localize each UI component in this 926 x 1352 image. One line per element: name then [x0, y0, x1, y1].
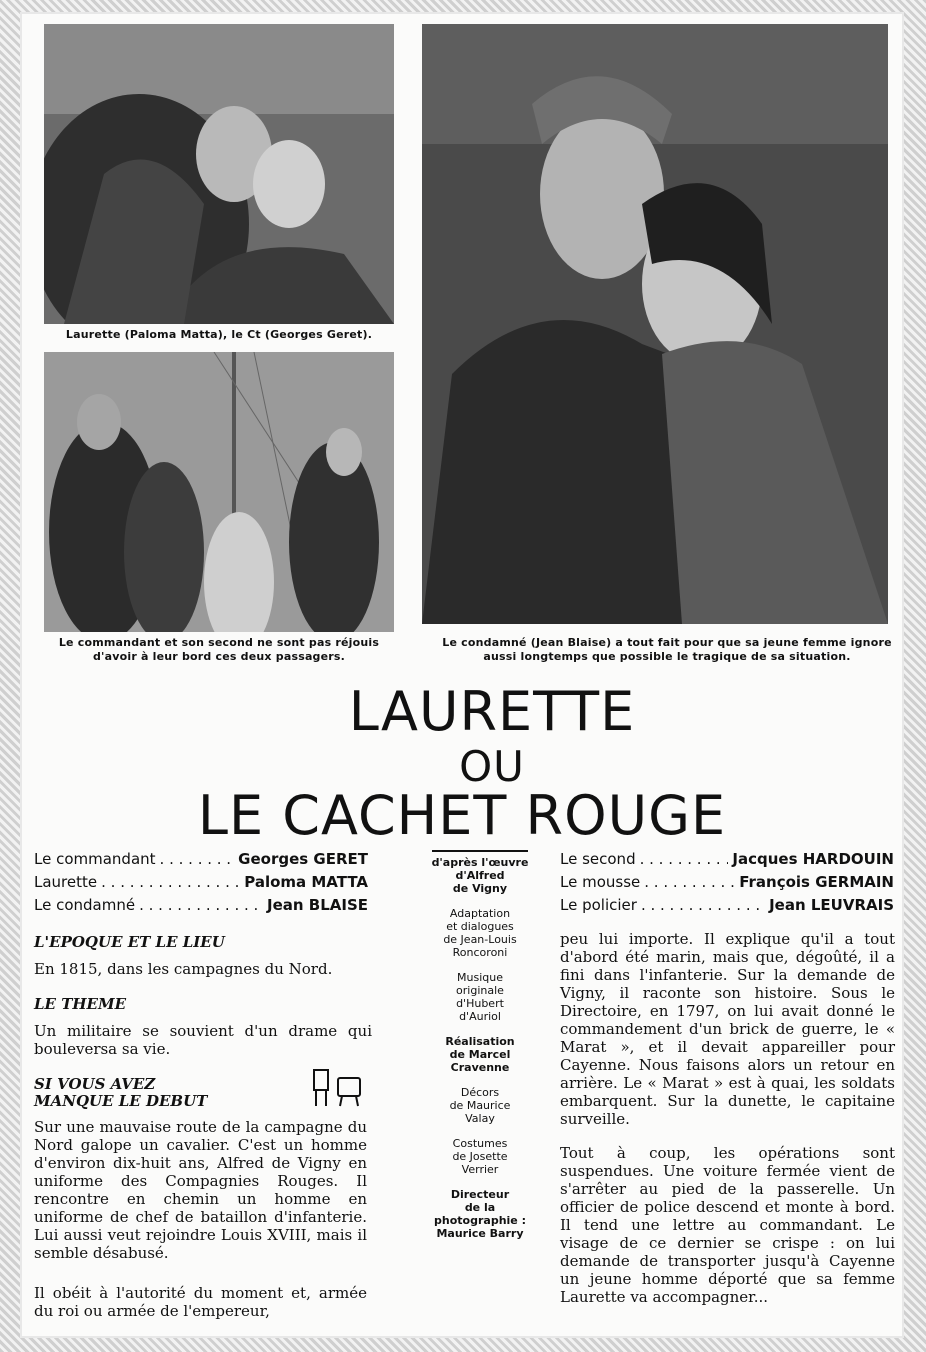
cast-row [34, 871, 368, 894]
epoque-text: En 1815, dans les campagnes du Nord. [34, 960, 333, 978]
theme-heading: LE THEME [34, 995, 127, 1013]
credit-line: Roncoroni [452, 946, 508, 959]
credit-line: Adaptation [449, 907, 511, 920]
story-paragraph-1: peu lui importe. Il explique qu'il a tout d'abord été marin, mais que, dégoûté, il a fini dans l'infanterie. Sur la demande de Vigny, il raconte son histoire. Sous le Directoire, en 1797, on lui avait donné le commandement d'un brick de guerre, le « Marat », et il devait appareiller pour Cayenne. Nous faisons alors un retour en arrière. Le « Marat » est à quai, les soldats embarquent. Sur la dunette, le capitaine surveille. [560, 930, 895, 1128]
cast-role: Le commandant [34, 850, 156, 868]
tv-chairs-icon [310, 1064, 370, 1108]
credit-line: de Maurice [449, 1099, 511, 1112]
credit-line: originale [456, 984, 504, 997]
credit-line: Directeur [450, 1188, 510, 1201]
cast-row [560, 848, 894, 871]
photo-ship-deck [44, 352, 394, 632]
credit-photography [405, 1188, 555, 1240]
credit-line: de Josette [452, 1150, 508, 1163]
credit-line: de Marcel [449, 1048, 511, 1061]
credit-line: Costumes [452, 1137, 508, 1150]
title-line2: OU [459, 742, 525, 791]
credit-adaptation [405, 907, 555, 959]
cast-right [560, 848, 894, 917]
leader-dots [641, 894, 765, 917]
cast-name: Paloma MATTA [244, 873, 368, 891]
photo3-caption: Le condamné (Jean Blaise) a tout fait pour que sa jeune femme ignore aussi longtemps que possible le tragique de sa situation. [442, 636, 892, 663]
credit-line: d'Auriol [459, 1010, 501, 1023]
center-rule [432, 850, 528, 852]
leader-dots [640, 848, 729, 871]
leader-dots [101, 871, 240, 894]
cast-name: Georges GERET [238, 850, 368, 868]
credit-line: Cravenne [450, 1061, 510, 1074]
cast-row [560, 871, 894, 894]
photo2-caption: Le commandant et son second ne sont pas réjouis d'avoir à leur bord ces deux passagers. [58, 636, 380, 663]
cast-row [34, 894, 368, 917]
cast-role: Le policier [560, 896, 637, 914]
credit-line: de la [464, 1201, 496, 1214]
credit-line: photographie : [434, 1214, 526, 1227]
credit-line: Maurice Barry [436, 1227, 524, 1240]
credit-source [405, 856, 555, 895]
cast-role: Le condamné [34, 896, 136, 914]
leader-dots [139, 894, 263, 917]
credit-line: et dialogues [446, 920, 514, 933]
credit-line: Décors [460, 1086, 500, 1099]
photo-embrace [44, 24, 394, 324]
credit-line: Verrier [461, 1163, 499, 1176]
cast-role: Le second [560, 850, 636, 868]
cast-left [34, 848, 368, 917]
cast-name: Jean BLAISE [266, 896, 368, 914]
credit-costume [405, 1137, 555, 1176]
leader-dots [644, 871, 735, 894]
credit-decor [405, 1086, 555, 1125]
photo1-caption: Laurette (Paloma Matta), le Ct (Georges Geret). [65, 328, 373, 341]
credit-line: d'après l'œuvre [431, 856, 529, 869]
credit-line: d'Hubert [456, 997, 504, 1010]
theme-text: Un militaire se souvient d'un drame qui bouleversa sa vie. [34, 1022, 372, 1058]
credit-line: Musique [457, 971, 503, 984]
magazine-page [22, 14, 902, 1336]
photo-couple [422, 24, 888, 624]
title-line1: LAURETTE [348, 680, 636, 743]
cast-role: Le mousse [560, 873, 641, 891]
cast-row [34, 848, 368, 871]
credit-line: Valay [465, 1112, 495, 1125]
leader-dots [160, 848, 235, 871]
cast-row [560, 894, 894, 917]
credit-direction [405, 1035, 555, 1074]
epoque-heading: L'EPOQUE ET LE LIEU [34, 933, 225, 951]
debut-paragraph-2: Il obéit à l'autorité du moment et, armée du roi ou armée de l'empereur, [34, 1284, 367, 1320]
debut-heading-line2: MANQUE LE DEBUT [34, 1092, 208, 1110]
credit-line: d'Alfred [455, 869, 505, 882]
story-paragraph-2: Tout à coup, les opérations sont suspendues. Une voiture fermée vient de s'arrêter au pied de la passerelle. Un officier de police descend et monte à bord. Il tend une lettre au commandant. Le visage de ce dernier se crispe : on lui demande de transporter jusqu'à Cayenne un jeune homme déporté que sa femme Laurette va accompagner... [560, 1144, 895, 1306]
cast-name: Jacques HARDOUIN [732, 850, 894, 868]
title-line3: LE CACHET ROUGE [197, 784, 727, 847]
cast-name: François GERMAIN [739, 873, 894, 891]
credit-music [405, 971, 555, 1023]
debut-paragraph-1: Sur une mauvaise route de la campagne du Nord galope un cavalier. C'est un homme d'environ dix-huit ans, Alfred de Vigny en uniforme des Compagnies Rouges. Il rencontre en chemin un homme en uniforme de chef de bataillon d'infanterie. Lui aussi veut rejoindre Louis XVIII, mais il semble désabusé. [34, 1118, 367, 1262]
debut-heading [34, 1076, 274, 1110]
debut-heading-line1: SI VOUS AVEZ [34, 1075, 156, 1093]
credits-column [405, 856, 555, 1252]
credit-line: Réalisation [445, 1035, 515, 1048]
cast-name: Jean LEUVRAIS [769, 896, 894, 914]
credit-line: de Jean-Louis [443, 933, 517, 946]
credit-line: de Vigny [452, 882, 508, 895]
cast-role: Laurette [34, 873, 98, 891]
